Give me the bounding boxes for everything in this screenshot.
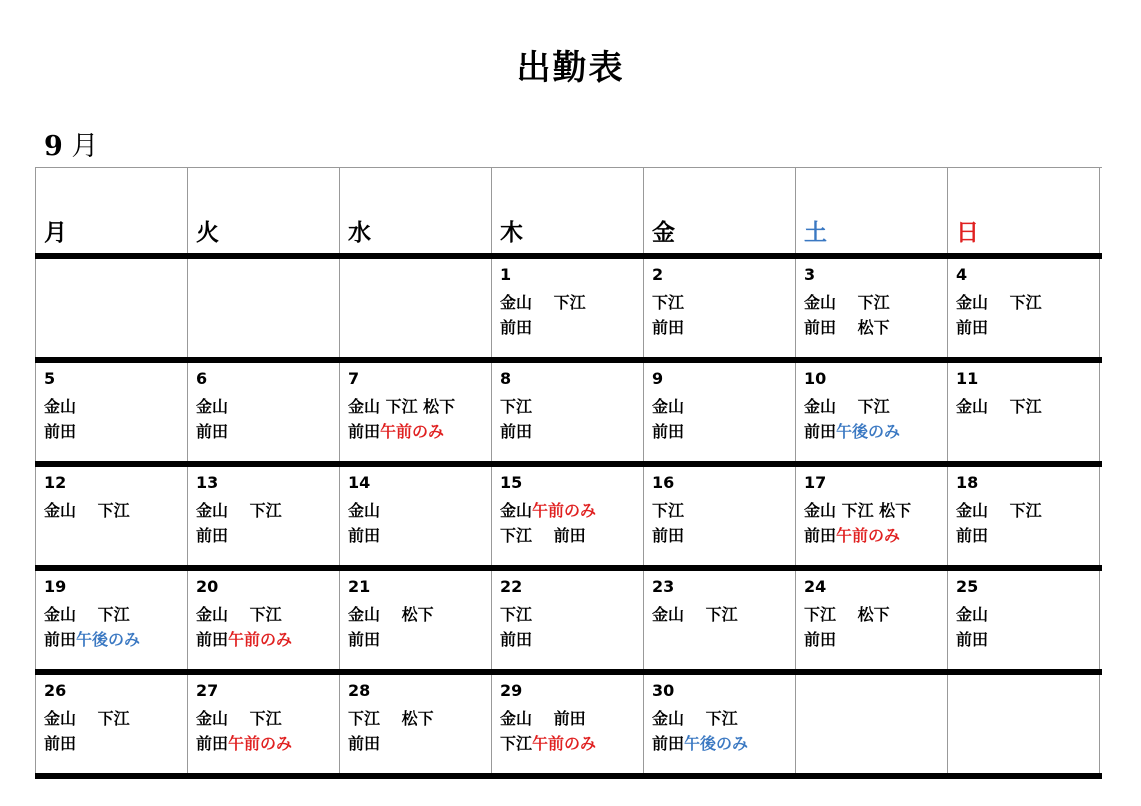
day-cell (35, 571, 187, 669)
staff-line (348, 498, 380, 521)
staff-names: 金山 下江 (196, 605, 282, 624)
day-cell (643, 259, 795, 357)
staff-names: 金山 (956, 605, 989, 624)
staff-line (500, 627, 532, 650)
staff-line (956, 602, 988, 625)
weekday-fri-header (643, 168, 795, 254)
day-number: 18 (956, 473, 979, 492)
staff-names: 前田 (196, 630, 229, 649)
morning-only-note: 午前のみ (228, 734, 293, 753)
day-number: 25 (956, 577, 979, 596)
day-cell (795, 571, 947, 669)
day-cell (339, 259, 491, 357)
staff-line (652, 523, 684, 546)
day-number: 2 (652, 265, 664, 284)
staff-names: 金山 (652, 397, 685, 416)
staff-names: 前田 (348, 734, 381, 753)
afternoon-only-note: 午後のみ (76, 630, 141, 649)
day-cell (795, 363, 947, 461)
morning-only-note: 午前のみ (532, 501, 597, 520)
staff-names: 金山 下江 (196, 501, 282, 520)
day-cell (643, 571, 795, 669)
morning-only-note: 午前のみ (228, 630, 293, 649)
staff-names: 前田 (196, 526, 229, 545)
staff-names: 金山 下江 松下 (348, 397, 456, 416)
staff-line (500, 394, 532, 417)
day-cell (339, 675, 491, 773)
staff-line (804, 419, 900, 442)
staff-names: 前田 (500, 630, 533, 649)
staff-line (500, 731, 596, 754)
week-row (35, 363, 1102, 461)
weekday-fri-label: 金 (652, 220, 675, 246)
staff-names: 前田 (804, 422, 837, 441)
staff-names: 金山 下江 (804, 397, 890, 416)
weekday-header-row (35, 167, 1102, 254)
staff-names: 金山 (44, 397, 77, 416)
weekday-sun-label: 日 (956, 220, 979, 246)
staff-line (196, 602, 282, 625)
month-label (44, 124, 98, 163)
staff-line (652, 706, 738, 729)
staff-line (804, 602, 890, 625)
day-cell (491, 675, 643, 773)
staff-line (652, 315, 684, 338)
staff-names: 前田 (348, 630, 381, 649)
afternoon-only-note: 午後のみ (684, 734, 749, 753)
staff-line (956, 523, 988, 546)
staff-line (956, 394, 1042, 417)
day-number: 7 (348, 369, 360, 388)
day-cell (187, 571, 339, 669)
day-number: 29 (500, 681, 523, 700)
day-cell (491, 259, 643, 357)
staff-line (956, 498, 1042, 521)
staff-line (652, 731, 748, 754)
staff-line (44, 602, 130, 625)
staff-names: 金山 (196, 397, 229, 416)
staff-names: 前田 (500, 422, 533, 441)
staff-names: 金山 下江 (956, 293, 1042, 312)
staff-line (652, 394, 684, 417)
staff-names: 金山 下江 (652, 605, 738, 624)
staff-names: 前田 (44, 630, 77, 649)
staff-names: 下江 (652, 293, 685, 312)
day-number: 15 (500, 473, 523, 492)
day-number: 26 (44, 681, 67, 700)
staff-line (804, 315, 890, 338)
staff-names: 下江 (500, 397, 533, 416)
day-cell (795, 467, 947, 565)
staff-names: 前田 (500, 318, 533, 337)
staff-names: 前田 (956, 318, 989, 337)
morning-only-note: 午前のみ (380, 422, 445, 441)
weekday-wed-header (339, 168, 491, 254)
staff-names: 前田 (44, 734, 77, 753)
staff-line (44, 627, 140, 650)
staff-line (44, 731, 76, 754)
staff-line (956, 315, 988, 338)
staff-names: 前田 (956, 630, 989, 649)
staff-line (348, 706, 434, 729)
morning-only-note: 午前のみ (836, 526, 901, 545)
staff-line (348, 602, 434, 625)
staff-names: 下江 前田 (500, 526, 586, 545)
day-cell (947, 571, 1100, 669)
page-title: 出勤表 (516, 48, 625, 88)
day-cell (35, 467, 187, 565)
staff-line (500, 602, 532, 625)
day-number: 14 (348, 473, 371, 492)
staff-line (44, 498, 130, 521)
staff-line (500, 498, 596, 521)
staff-line (652, 419, 684, 442)
day-number: 1 (500, 265, 512, 284)
day-cell (795, 259, 947, 357)
staff-names: 前田 (196, 734, 229, 753)
day-number: 12 (44, 473, 67, 492)
day-number: 27 (196, 681, 219, 700)
weekday-tue-label: 火 (196, 220, 219, 246)
staff-names: 下江 (652, 501, 685, 520)
staff-names: 金山 松下 (348, 605, 434, 624)
staff-names: 金山 下江 (44, 501, 130, 520)
staff-line (652, 498, 684, 521)
week-divider (35, 773, 1102, 779)
staff-line (196, 419, 228, 442)
staff-names: 前田 (804, 630, 837, 649)
day-number: 24 (804, 577, 827, 596)
staff-names: 前田 (44, 422, 77, 441)
staff-line (348, 627, 380, 650)
staff-line (500, 706, 586, 729)
staff-line (652, 602, 738, 625)
staff-names: 金山 (500, 501, 533, 520)
staff-names: 金山 前田 (500, 709, 586, 728)
morning-only-note: 午前のみ (532, 734, 597, 753)
afternoon-only-note: 午後のみ (836, 422, 901, 441)
day-number: 30 (652, 681, 675, 700)
day-number: 9 (652, 369, 664, 388)
weekday-wed-label: 水 (348, 220, 371, 246)
day-cell (339, 467, 491, 565)
staff-line (196, 394, 228, 417)
staff-names: 前田 (804, 526, 837, 545)
staff-names: 前田 (348, 422, 381, 441)
attendance-calendar (35, 167, 1102, 774)
weekday-mon-header (35, 168, 187, 254)
staff-names: 前田 (196, 422, 229, 441)
day-number: 21 (348, 577, 371, 596)
weekday-thu-header (491, 168, 643, 254)
staff-line (804, 394, 890, 417)
day-cell (35, 259, 187, 357)
staff-line (500, 419, 532, 442)
day-cell (187, 363, 339, 461)
day-cell (643, 467, 795, 565)
day-cell (947, 467, 1100, 565)
staff-line (348, 419, 444, 442)
weekday-mon-label: 月 (44, 220, 67, 246)
day-cell (643, 675, 795, 773)
weekday-sat-header (795, 168, 947, 254)
staff-line (956, 627, 988, 650)
day-number: 8 (500, 369, 512, 388)
day-number: 17 (804, 473, 827, 492)
staff-names: 前田 (652, 318, 685, 337)
day-cell (35, 363, 187, 461)
day-number: 11 (956, 369, 979, 388)
staff-names: 前田 (956, 526, 989, 545)
day-cell (795, 675, 947, 773)
staff-line (196, 731, 292, 754)
staff-names: 前田 松下 (804, 318, 890, 337)
staff-names: 前田 (652, 422, 685, 441)
week-row (35, 259, 1102, 357)
staff-line (804, 290, 890, 313)
staff-line (44, 394, 76, 417)
staff-names: 前田 (652, 526, 685, 545)
staff-names: 金山 下江 松下 (804, 501, 912, 520)
staff-names: 金山 下江 (652, 709, 738, 728)
staff-names: 下江 松下 (804, 605, 890, 624)
staff-names: 下江 (500, 605, 533, 624)
staff-names: 金山 下江 (196, 709, 282, 728)
staff-names: 金山 下江 (804, 293, 890, 312)
staff-line (196, 498, 282, 521)
month-number: 9 (44, 131, 63, 162)
staff-line (196, 523, 228, 546)
month-suffix: 月 (71, 131, 99, 162)
staff-line (196, 706, 282, 729)
day-number: 23 (652, 577, 675, 596)
day-cell (643, 363, 795, 461)
day-number: 13 (196, 473, 219, 492)
day-cell (947, 363, 1100, 461)
day-cell (491, 363, 643, 461)
staff-line (500, 315, 532, 338)
staff-line (804, 498, 911, 521)
staff-line (44, 706, 130, 729)
day-cell (947, 675, 1100, 773)
day-cell (187, 467, 339, 565)
staff-line (196, 627, 292, 650)
staff-line (348, 731, 380, 754)
weekday-sat-label: 土 (804, 220, 827, 246)
staff-line (348, 394, 455, 417)
day-number: 28 (348, 681, 371, 700)
day-number: 6 (196, 369, 208, 388)
staff-line (348, 523, 380, 546)
weekday-thu-label: 木 (500, 220, 523, 246)
week-row (35, 467, 1102, 565)
week-row (35, 571, 1102, 669)
day-number: 20 (196, 577, 219, 596)
weekday-sun-header (947, 168, 1100, 254)
staff-line (44, 419, 76, 442)
day-number: 22 (500, 577, 523, 596)
staff-names: 前田 (348, 526, 381, 545)
staff-names: 金山 下江 (956, 397, 1042, 416)
staff-names: 金山 下江 (956, 501, 1042, 520)
day-number: 10 (804, 369, 827, 388)
day-number: 19 (44, 577, 67, 596)
day-cell (491, 571, 643, 669)
staff-line (652, 290, 684, 313)
day-cell (35, 675, 187, 773)
day-cell (491, 467, 643, 565)
week-row (35, 675, 1102, 773)
staff-names: 金山 下江 (44, 605, 130, 624)
staff-names: 金山 (348, 501, 381, 520)
day-cell (187, 259, 339, 357)
staff-names: 下江 松下 (348, 709, 434, 728)
staff-line (500, 290, 586, 313)
staff-names: 前田 (652, 734, 685, 753)
day-number: 4 (956, 265, 968, 284)
day-number: 16 (652, 473, 675, 492)
staff-names: 金山 下江 (500, 293, 586, 312)
day-cell (947, 259, 1100, 357)
staff-line (956, 290, 1042, 313)
staff-names: 下江 (500, 734, 533, 753)
day-number: 5 (44, 369, 56, 388)
day-cell (339, 363, 491, 461)
staff-line (500, 523, 586, 546)
day-cell (187, 675, 339, 773)
weekday-tue-header (187, 168, 339, 254)
day-cell (339, 571, 491, 669)
day-number: 3 (804, 265, 816, 284)
staff-names: 金山 下江 (44, 709, 130, 728)
staff-line (804, 523, 900, 546)
staff-line (804, 627, 836, 650)
